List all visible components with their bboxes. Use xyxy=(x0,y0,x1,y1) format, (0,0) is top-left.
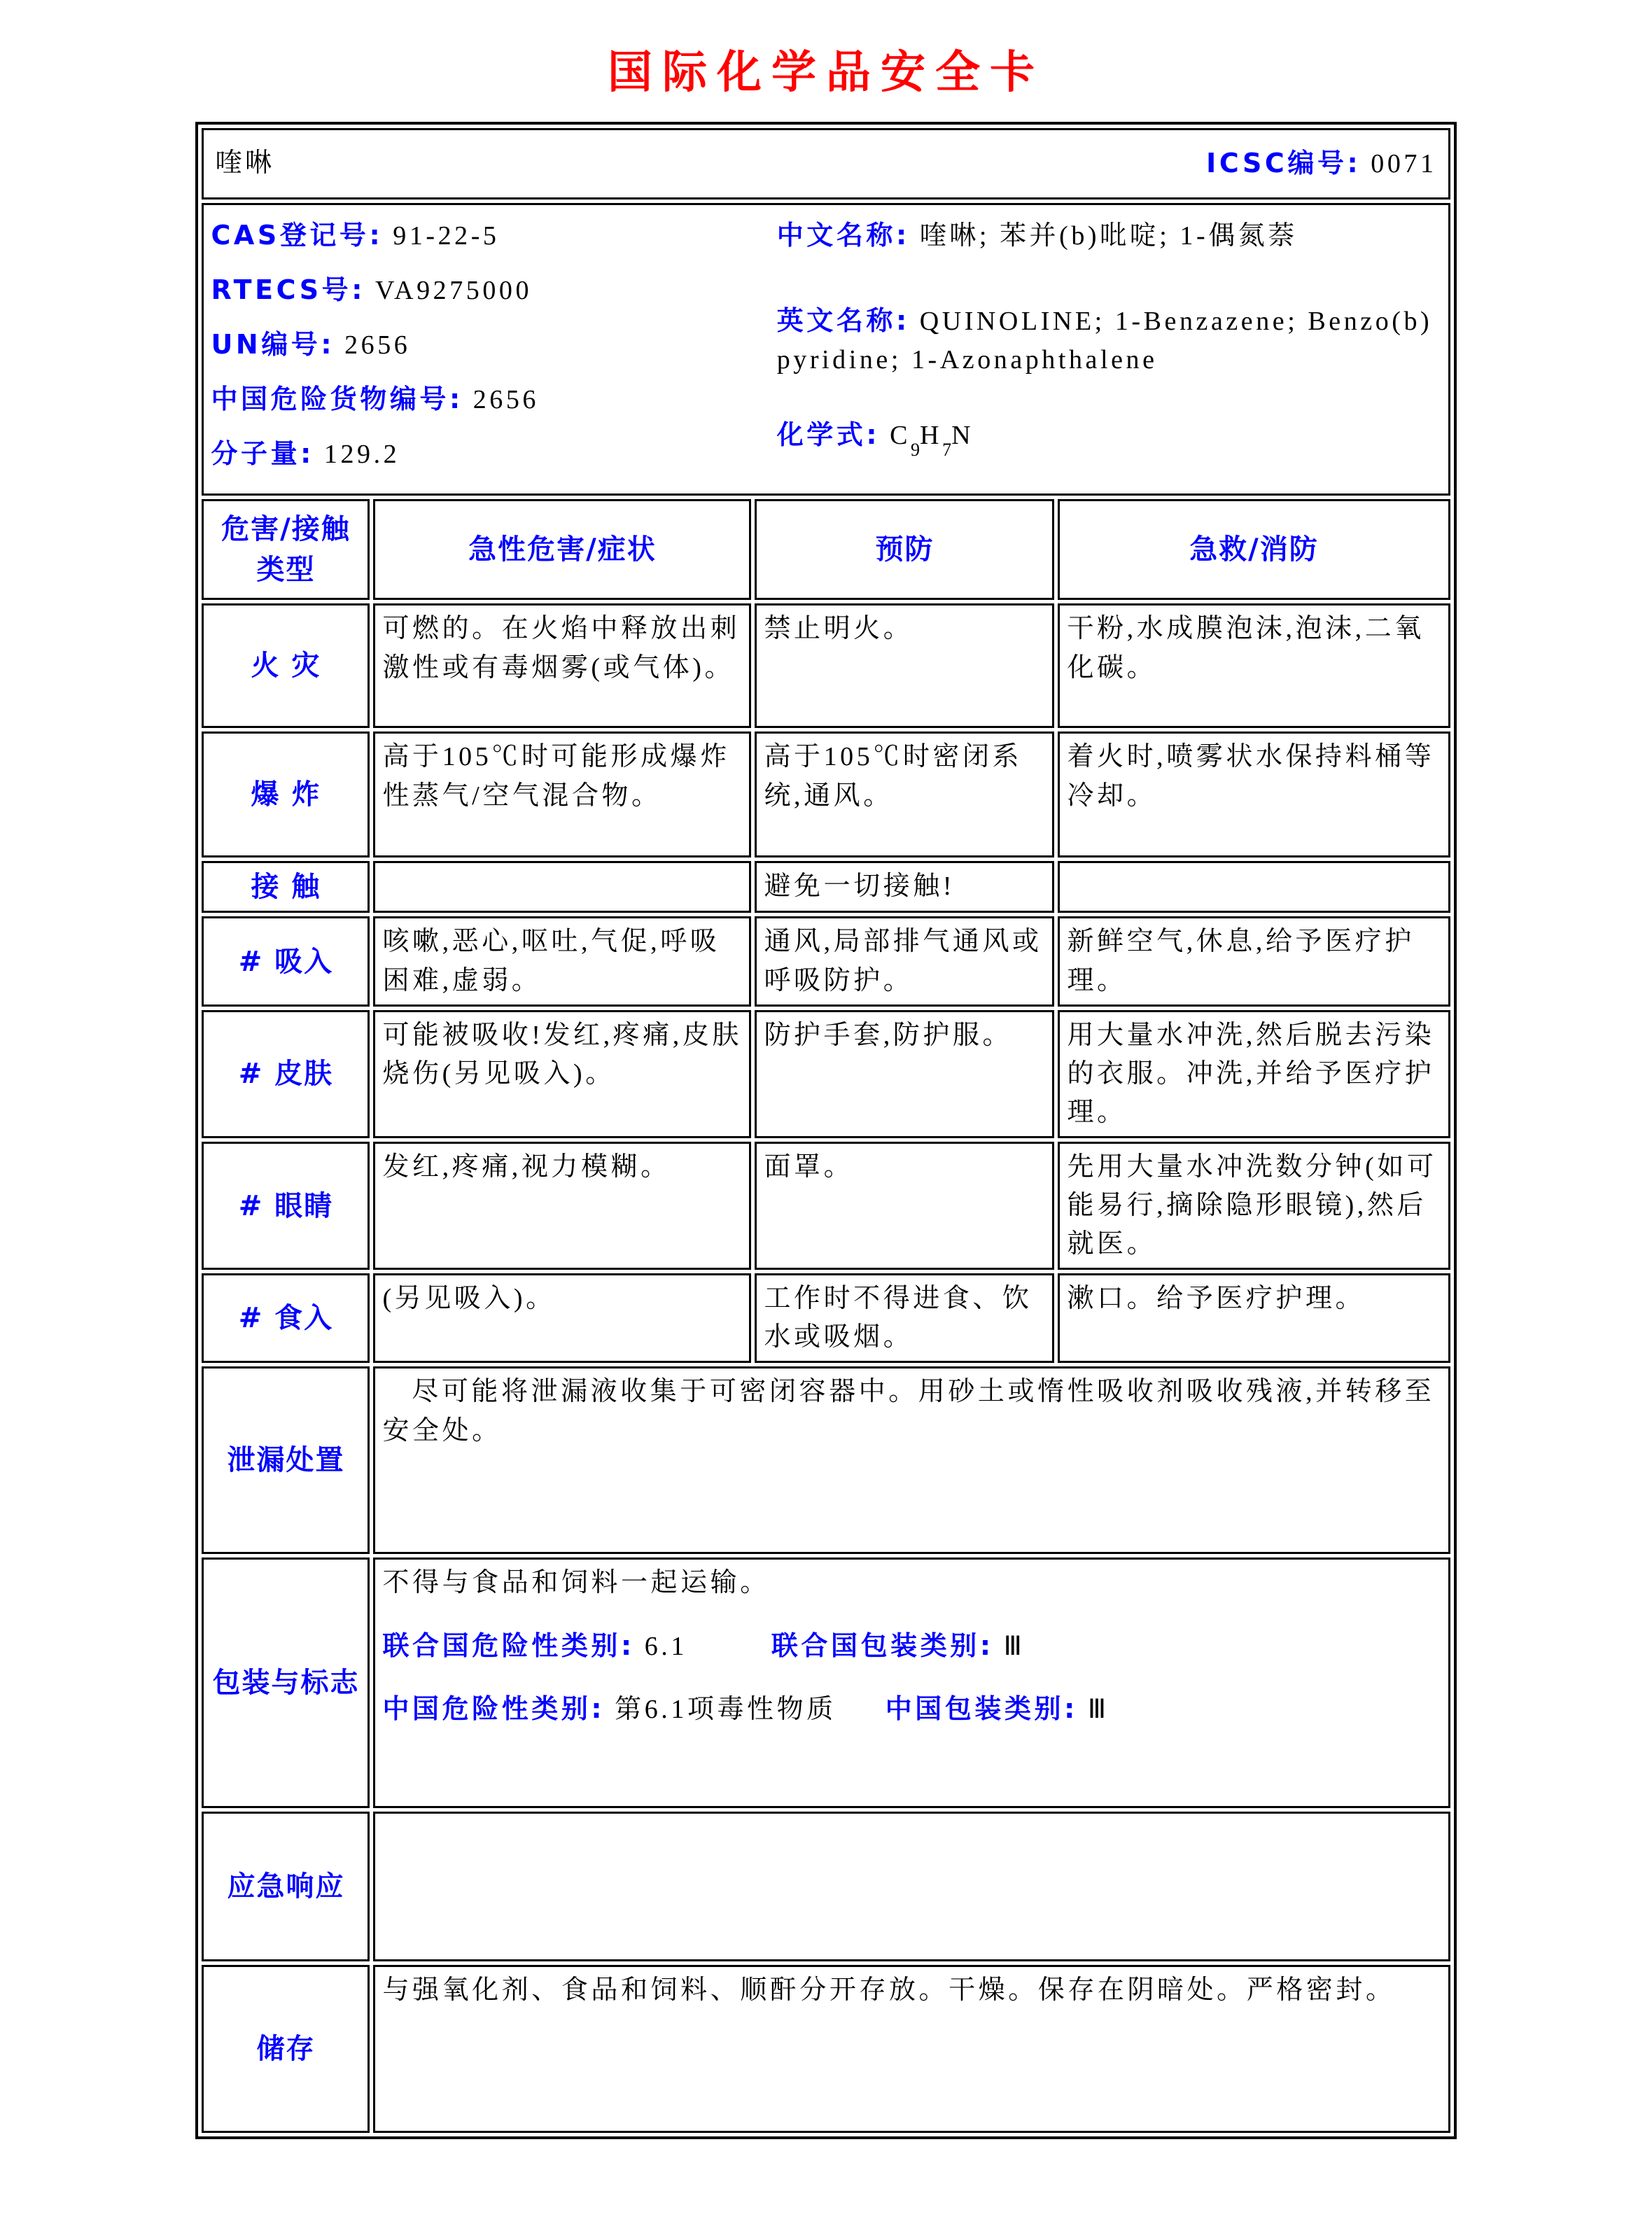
cn-dg-label: 中国危险货物编号: xyxy=(211,384,463,415)
rtecs-number-line xyxy=(211,271,776,310)
zh-name-label: 中文名称: xyxy=(776,220,910,251)
cas-value: 91-22-5 xyxy=(393,221,500,251)
identifiers-wrap xyxy=(211,209,1441,489)
ingestion-symptoms-cell: (另见吸入)。 xyxy=(373,1273,751,1363)
contact-symptoms-cell xyxy=(373,861,751,913)
name-cell xyxy=(202,128,1450,200)
fire-symptoms-cell: 可燃的。在火焰中释放出刺激性或有毒烟雾(或气体)。 xyxy=(373,603,751,728)
contact-label: 接 触 xyxy=(202,861,370,913)
skin-row xyxy=(202,1010,1450,1138)
molecular-weight-line xyxy=(211,435,776,474)
zh-name-value: 喹啉; 苯并(b)吡啶; 1-偶氮萘 xyxy=(919,221,1298,251)
packing-content-cell xyxy=(373,1558,1450,1808)
cas-number-line xyxy=(211,216,776,255)
storage-row xyxy=(202,1965,1450,2133)
inhalation-row xyxy=(202,916,1450,1006)
mw-value: 129.2 xyxy=(323,440,400,470)
formula-value xyxy=(890,421,974,461)
cas-label: CAS登记号: xyxy=(211,220,384,251)
storage-content-cell: 与强氧化剂、食品和饲料、顺酐分开存放。干燥。保存在阴暗处。严格密封。 xyxy=(373,1965,1450,2133)
un-value: 2656 xyxy=(344,330,411,360)
rtecs-value: VA9275000 xyxy=(374,276,533,306)
formula-n: N xyxy=(951,421,974,451)
packing-transport-note: 不得与食品和饲料一起运输。 xyxy=(382,1568,770,1598)
formula-line xyxy=(776,416,1441,461)
ingestion-prevention-cell: 工作时不得进食、饮水或吸烟。 xyxy=(755,1273,1054,1363)
explosion-symptoms-cell: 高于105℃时可能形成爆炸性蒸气/空气混合物。 xyxy=(373,732,751,858)
packing-label: 包装与标志 xyxy=(202,1558,370,1808)
name-line xyxy=(211,144,1441,183)
page-title: 国际化学品安全卡 xyxy=(608,46,1044,99)
english-name-line xyxy=(777,302,1441,379)
cn-dangerous-goods-line xyxy=(211,380,776,419)
spill-text: 尽可能将泄漏液收集于可密闭容器中。用砂土或惰性吸收剂吸收残液,并转移至安全处。 xyxy=(382,1377,1435,1446)
hazard-header-row xyxy=(202,499,1450,600)
cn-dg-value: 2656 xyxy=(472,385,539,415)
emergency-label: 应急响应 xyxy=(202,1812,370,1961)
skin-label: # 皮肤 xyxy=(202,1010,370,1138)
skin-prevention-cell: 防护手套,防护服。 xyxy=(755,1010,1054,1138)
eyes-prevention-cell: 面罩。 xyxy=(755,1142,1054,1270)
contact-response-cell xyxy=(1058,861,1450,913)
cn-pack-value: Ⅲ xyxy=(1087,1694,1110,1724)
inhalation-prevention-cell: 通风,局部排气通风或呼吸防护。 xyxy=(755,916,1054,1006)
icsc-number xyxy=(1206,144,1436,183)
contact-row xyxy=(202,861,1450,913)
chinese-name-line xyxy=(777,216,1441,255)
formula-c: C xyxy=(890,421,911,451)
header-hazard-type: 危害/接触类型 xyxy=(202,499,370,600)
cn-pack-label: 中国包装类别: xyxy=(885,1693,1078,1724)
identifiers-row xyxy=(202,203,1450,496)
packing-row xyxy=(202,1558,1450,1808)
header-prevention: 预防 xyxy=(755,499,1054,600)
eyes-symptoms-cell: 发红,疼痛,视力模糊。 xyxy=(373,1142,751,1270)
en-name-value: QUINOLINE; 1-Benzazene; Benzo(b)pyridine; 1-Azonaphthalene xyxy=(776,307,1433,375)
fire-response-cell: 干粉,水成膜泡沫,泡沫,二氧化碳。 xyxy=(1058,603,1450,728)
cn-class-value: 第6.1项毒性物质 xyxy=(615,1694,836,1724)
fire-label: 火 灾 xyxy=(202,603,370,728)
explosion-row xyxy=(202,732,1450,858)
spill-content-cell xyxy=(373,1366,1450,1554)
un-pack-label: 联合国包装类别: xyxy=(771,1630,994,1661)
skin-response-cell: 用大量水冲洗,然后脱去污染的衣服。冲洗,并给予医疗护理。 xyxy=(1058,1010,1450,1138)
skin-symptoms-cell: 可能被吸收!发红,疼痛,皮肤烧伤(另见吸入)。 xyxy=(373,1010,751,1138)
substance-name: 喹啉 xyxy=(215,148,275,178)
spill-row xyxy=(202,1366,1450,1554)
en-name-label: 英文名称: xyxy=(776,305,910,337)
ingestion-label: # 食入 xyxy=(202,1273,370,1363)
emergency-content-cell xyxy=(373,1812,1450,1961)
emergency-row xyxy=(202,1812,1450,1961)
explosion-label: 爆 炸 xyxy=(202,732,370,858)
formula-h: H xyxy=(920,421,943,451)
cn-class-label: 中国危险性类别: xyxy=(382,1693,606,1724)
inhalation-response-cell: 新鲜空气,休息,给予医疗护理。 xyxy=(1058,916,1450,1006)
ingestion-response-cell: 漱口。给予医疗护理。 xyxy=(1058,1273,1450,1363)
storage-label: 储存 xyxy=(202,1965,370,2133)
name-row xyxy=(202,128,1450,200)
fire-row xyxy=(202,603,1450,728)
un-number-line xyxy=(211,326,776,365)
packing-cn-line xyxy=(382,1690,1441,1729)
inhalation-symptoms-cell: 咳嗽,恶心,呕吐,气促,呼吸困难,虚弱。 xyxy=(373,916,751,1006)
contact-prevention-cell: 避免一切接触! xyxy=(755,861,1054,913)
explosion-response-cell: 着火时,喷雾状水保持料桶等冷却。 xyxy=(1058,732,1450,858)
explosion-prevention-cell: 高于105℃时密闭系统,通风。 xyxy=(755,732,1054,858)
identifiers-left xyxy=(211,209,776,489)
un-label: UN编号: xyxy=(211,329,335,360)
eyes-label: # 眼睛 xyxy=(202,1142,370,1270)
un-class-value: 6.1 xyxy=(644,1631,687,1661)
formula-sub9: 9 xyxy=(911,440,920,461)
mw-label: 分子量: xyxy=(211,438,314,470)
header-firstaid: 急救/消防 xyxy=(1058,499,1450,600)
formula-sub7: 7 xyxy=(942,440,952,461)
identifiers-right xyxy=(777,209,1441,489)
un-class-label: 联合国危险性类别: xyxy=(382,1630,635,1661)
fire-prevention-cell: 禁止明火。 xyxy=(755,603,1054,728)
header-symptoms: 急性危害/症状 xyxy=(373,499,751,600)
icsc-value: 0071 xyxy=(1371,148,1437,178)
rtecs-label: RTECS号: xyxy=(211,274,365,306)
spill-label: 泄漏处置 xyxy=(202,1366,370,1554)
eyes-row xyxy=(202,1142,1450,1270)
inhalation-label: # 吸入 xyxy=(202,916,370,1006)
eyes-response-cell: 先用大量水冲洗数分钟(如可能易行,摘除隐形眼镜),然后就医。 xyxy=(1058,1142,1450,1270)
icsc-label: ICSC编号: xyxy=(1206,147,1362,178)
ingestion-row xyxy=(202,1273,1450,1363)
safety-card-table xyxy=(195,122,1456,2139)
identifiers-cell xyxy=(202,203,1450,496)
formula-label: 化学式: xyxy=(776,419,881,451)
un-pack-value: Ⅲ xyxy=(1003,1631,1026,1661)
packing-un-line xyxy=(382,1627,1441,1666)
